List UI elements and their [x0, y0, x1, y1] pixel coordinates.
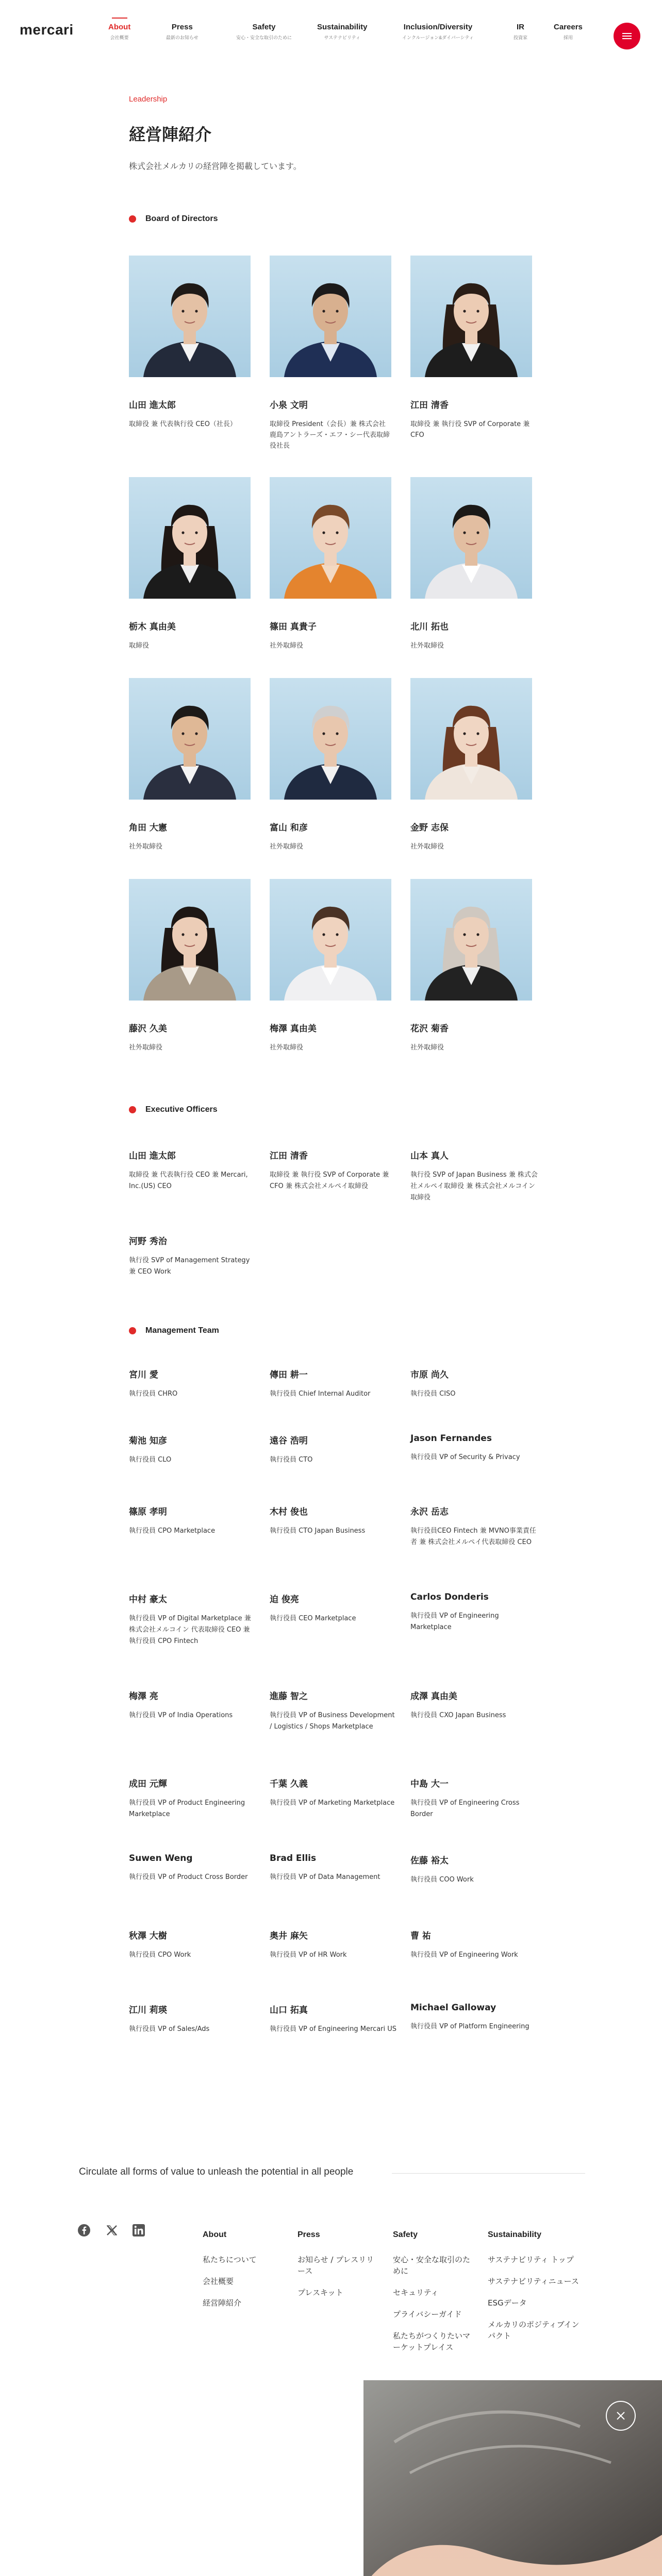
footer-link[interactable]: 安心・安全な取引のために [393, 2255, 471, 2276]
officer-role: 執行役員 CPO Work [129, 1951, 191, 1959]
officer-name: 木村 俊也 [270, 1507, 308, 1517]
member-photo [410, 678, 532, 800]
member-photo [270, 879, 391, 1001]
member-role: 取締役 兼 代表執行役 CEO（社長） [129, 420, 237, 428]
member-photo [410, 256, 532, 377]
member-role: 社外取締役 [270, 843, 304, 851]
member-photo [270, 477, 391, 599]
board-member-card[interactable] [129, 879, 251, 1053]
member-name: 江田 清香 [410, 400, 449, 411]
officer-role: 執行役員 VP of Business Development / Logistics / Shops Marketplace [270, 1711, 395, 1731]
footer-link[interactable]: プレスキット [297, 2288, 343, 2297]
facebook-icon[interactable] [77, 2224, 91, 2237]
management-entry [270, 1928, 399, 1961]
member-name: 角田 大憲 [129, 823, 167, 833]
management-entry [129, 1928, 258, 1961]
footer-col-press: Press お知らせ / プレスリリース プレスキット [297, 2230, 380, 2298]
officer-role: 執行役員 VP of Marketing Marketplace [270, 1799, 395, 1807]
mercari-logo[interactable]: mercari [20, 22, 74, 38]
nav-inclusion-diversity[interactable]: Inclusion/Diversity インクルージョン&ダイバーシティ [402, 23, 474, 40]
menu-button[interactable] [614, 23, 640, 49]
member-photo [270, 678, 391, 800]
officer-name: Carlos Donderis [410, 1592, 489, 1602]
member-role: 社外取締役 [410, 642, 444, 650]
officer-name: 迫 俊亮 [270, 1595, 299, 1605]
board-member-card[interactable] [270, 678, 391, 852]
officer-name: 成澤 真由美 [410, 1691, 457, 1702]
officer-role: 執行役員 CHRO [129, 1390, 178, 1398]
nav-ir[interactable]: IR 投資家 [514, 23, 528, 40]
member-role: 社外取締役 [410, 1044, 444, 1052]
site-header [0, 0, 662, 62]
officer-role: 執行役員 VP of Engineering Mercari US [270, 2025, 397, 2033]
nav-press[interactable]: Press 最新のお知らせ [166, 23, 198, 40]
member-name: 梅澤 真由美 [270, 1024, 317, 1034]
officer-name: 進藤 智之 [270, 1691, 308, 1702]
officer-role: 執行役 SVP of Japan Business 兼 株式会社メルペイ取締役 兼 株式会社メルコイン取締役 [410, 1171, 538, 1201]
management-section-title: Management Team [129, 1326, 219, 1335]
board-member-card[interactable] [410, 678, 532, 852]
management-entry [129, 1853, 258, 1883]
member-photo [270, 256, 391, 377]
officer-role: 執行役員 CTO Japan Business [270, 1527, 366, 1535]
member-role: 取締役 President（会長）兼 株式会社鹿島アントラーズ・エフ・シー代表取締役社長 [270, 420, 390, 450]
footer-col-about: About 私たちについて 会社概要 経営陣紹介 [203, 2230, 285, 2309]
management-entry [270, 1853, 399, 1883]
board-member-card[interactable] [270, 477, 391, 651]
officer-name: Jason Fernandes [410, 1433, 492, 1444]
close-overlay-button[interactable] [606, 2401, 636, 2431]
management-entry [129, 1433, 258, 1466]
officer-role: 執行役員 CPO Marketplace [129, 1527, 216, 1535]
section-dot-icon [129, 215, 136, 223]
member-photo [129, 477, 251, 599]
management-entry [129, 1592, 258, 1647]
footer-link[interactable]: 経営陣紹介 [203, 2298, 242, 2308]
footer-link[interactable]: セキュリティ [393, 2288, 439, 2297]
officer-role: 執行役員 VP of Data Management [270, 1873, 380, 1881]
member-name: 花沢 菊香 [410, 1024, 449, 1034]
member-photo [129, 879, 251, 1001]
management-entry [270, 1433, 399, 1466]
management-entry [410, 1592, 539, 1633]
member-name: 山田 進太郎 [129, 400, 176, 411]
officer-role: 取締役 兼 執行役 SVP of Corporate 兼 CFO 兼 株式会社メルペイ取締役 [270, 1171, 389, 1190]
member-name: 富山 和彦 [270, 823, 308, 833]
officer-role: 執行役員 VP of Security & Privacy [410, 1453, 520, 1461]
member-photo [129, 678, 251, 800]
page-title: 経営陣紹介 [129, 125, 212, 144]
board-member-card[interactable] [410, 256, 532, 440]
executive-entry [410, 1148, 539, 1204]
officer-role: 執行役員 VP of India Operations [129, 1711, 233, 1719]
footer-link[interactable]: サステナビリティ トップ [488, 2255, 574, 2264]
member-name: 栃木 真由美 [129, 622, 176, 632]
member-role: 取締役 [129, 642, 150, 650]
officer-name: 江川 莉瑛 [129, 2005, 167, 2015]
board-member-card[interactable] [129, 678, 251, 852]
x-icon[interactable] [105, 2224, 119, 2237]
officer-role: 執行役員 VP of Engineering Marketplace [410, 1612, 499, 1631]
officer-name: 曹 祐 [410, 1931, 431, 1941]
member-photo [410, 477, 532, 599]
management-entry [270, 1504, 399, 1537]
officer-role: 執行役員CEO Fintech 兼 MVNO事業責任者 兼 株式会社メルペイ代表取締役 CEO [410, 1527, 536, 1546]
footer-link[interactable]: ESGデータ [488, 2298, 527, 2308]
officer-name: 江田 清香 [270, 1151, 308, 1161]
hamburger-icon [622, 33, 632, 39]
board-member-card[interactable] [129, 256, 251, 430]
nav-careers[interactable]: Careers 採用 [554, 23, 583, 40]
officer-role: 執行役員 VP of Engineering Work [410, 1951, 518, 1959]
nav-about[interactable]: About 会社概要 [108, 23, 131, 40]
officer-name: 山本 真人 [410, 1151, 449, 1161]
management-entry [129, 2003, 258, 2035]
footer-link[interactable]: 会社概要 [203, 2277, 234, 2286]
officer-name: 菊池 知彦 [129, 1436, 167, 1446]
management-entry [129, 1689, 258, 1721]
board-member-card[interactable] [410, 879, 532, 1053]
management-entry [270, 2003, 399, 2035]
footer-link[interactable]: 私たちがつくりたいマーケットプレイス [393, 2331, 471, 2352]
member-name: 篠田 真貴子 [270, 622, 317, 632]
officer-role: 執行役員 VP of Sales/Ads [129, 2025, 210, 2033]
footer-divider [392, 2173, 585, 2174]
member-photo [129, 256, 251, 377]
management-entry [410, 1504, 539, 1548]
officer-role: 執行役員 Chief Internal Auditor [270, 1390, 371, 1398]
page-lead: 株式会社メルカリの経営陣を掲載しています。 [129, 161, 302, 171]
nav-safety[interactable]: Safety 安心・安全な取引のために [236, 23, 292, 40]
member-name: 藤沢 久美 [129, 1024, 167, 1034]
officer-name: 秋澤 大樹 [129, 1931, 167, 1941]
board-member-card[interactable] [410, 477, 532, 651]
officer-role: 執行役 SVP of Management Strategy 兼 CEO Work [129, 1257, 250, 1276]
officer-name: 山田 進太郎 [129, 1151, 176, 1161]
member-role: 社外取締役 [270, 1044, 304, 1052]
officer-role: 執行役員 VP of Product Cross Border [129, 1873, 248, 1881]
management-entry [410, 1689, 539, 1721]
management-entry [410, 1367, 539, 1400]
management-entry [410, 1776, 539, 1820]
officer-name: 中村 豪太 [129, 1595, 167, 1605]
footer-link[interactable]: お知らせ / プレスリリース [297, 2255, 374, 2276]
officer-name: Michael Galloway [410, 2003, 496, 2013]
board-member-card[interactable] [270, 879, 391, 1053]
member-name: 北川 拓也 [410, 622, 449, 632]
officer-name: Brad Ellis [270, 1853, 317, 1863]
section-dot-icon [129, 1327, 136, 1334]
board-member-card[interactable] [129, 477, 251, 651]
close-icon [616, 2411, 626, 2421]
management-entry [270, 1592, 399, 1624]
member-photo [410, 879, 532, 1001]
footer-link[interactable]: プライバシーガイド [393, 2310, 462, 2319]
board-section-title: Board of Directors [129, 214, 218, 224]
officer-name: 河野 秀治 [129, 1236, 167, 1247]
officer-name: 山口 拓真 [270, 2005, 308, 2015]
officer-role: 執行役員 VP of Engineering Cross Border [410, 1799, 520, 1818]
footer-link[interactable]: メルカリのポジティブインパクト [488, 2320, 580, 2341]
footer-col-safety: Safety 安心・安全な取引のために セキュリティ プライバシーガイド 私たちがつくりたいマーケットプレイス [393, 2230, 475, 2353]
management-entry [270, 1689, 399, 1733]
executive-entry [129, 1148, 258, 1192]
officer-name: 傳田 耕一 [270, 1370, 308, 1380]
officer-role: 執行役員 COO Work [410, 1876, 474, 1884]
officer-name: 宮川 愛 [129, 1370, 158, 1380]
officer-name: 梅澤 亮 [129, 1691, 158, 1702]
management-entry [410, 1433, 539, 1463]
member-role: 社外取締役 [129, 843, 163, 851]
management-entry [129, 1776, 258, 1820]
executive-entry [270, 1148, 399, 1192]
member-role: 取締役 兼 執行役 SVP of Corporate 兼 CFO [410, 420, 530, 439]
footer-link[interactable]: サステナビリティニュース [488, 2277, 579, 2286]
officer-name: 佐藤 裕太 [410, 1856, 449, 1866]
officer-name: 市原 尚久 [410, 1370, 449, 1380]
management-entry [410, 1853, 539, 1886]
footer-tagline: Circulate all forms of value to unleash the potential in all people [79, 2166, 354, 2177]
management-entry [410, 2003, 539, 2032]
officer-role: 執行役員 CLO [129, 1456, 172, 1464]
section-dot-icon [129, 1106, 136, 1113]
executives-section-title: Executive Officers [129, 1105, 218, 1114]
officer-role: 執行役員 VP of Platform Engineering [410, 2023, 529, 2030]
officer-role: 執行役員 VP of Digital Marketplace 兼 株式会社メルコイン 代表取締役 CEO 兼 執行役員 CPO Fintech [129, 1615, 251, 1645]
member-role: 社外取締役 [410, 843, 444, 851]
page-eyebrow: Leadership [129, 95, 168, 104]
management-entry [270, 1367, 399, 1400]
management-entry [270, 1776, 399, 1809]
linkedin-icon[interactable] [132, 2224, 145, 2237]
officer-name: 篠原 孝明 [129, 1507, 167, 1517]
management-entry [129, 1367, 258, 1400]
global-nav [108, 23, 583, 48]
member-role: 社外取締役 [270, 642, 304, 650]
officer-name: 永沢 岳志 [410, 1507, 449, 1517]
officer-name: Suwen Weng [129, 1853, 193, 1863]
officer-role: 取締役 兼 代表執行役 CEO 兼 Mercari, Inc.(US) CEO [129, 1171, 248, 1190]
board-member-card[interactable] [270, 256, 391, 451]
member-name: 金野 志保 [410, 823, 449, 833]
footer-link[interactable]: 私たちについて [203, 2255, 257, 2264]
officer-name: 中島 大一 [410, 1779, 449, 1789]
member-name: 小泉 文明 [270, 400, 308, 411]
officer-role: 執行役員 CTO [270, 1456, 313, 1464]
officer-role: 執行役員 CISO [410, 1390, 456, 1398]
management-entry [410, 1928, 539, 1961]
officer-role: 執行役員 CXO Japan Business [410, 1711, 506, 1719]
officer-name: 奥井 麻矢 [270, 1931, 308, 1941]
footer-col-sustainability: Sustainability サステナビリティ トップ サステナビリティニュース ESGデータ メルカリのポジティブインパクト [488, 2230, 581, 2342]
officer-role: 執行役員 VP of Product Engineering Marketplace [129, 1799, 245, 1818]
officer-role: 執行役員 VP of HR Work [270, 1951, 347, 1959]
officer-name: 遠谷 浩明 [270, 1436, 308, 1446]
executive-entry [129, 1234, 258, 1278]
nav-sustainability[interactable]: Sustainability サステナビリティ [317, 23, 368, 40]
officer-name: 成田 元輝 [129, 1779, 167, 1789]
officer-name: 千葉 久義 [270, 1779, 308, 1789]
officer-role: 執行役員 CEO Marketplace [270, 1615, 356, 1622]
management-entry [129, 1504, 258, 1537]
member-role: 社外取締役 [129, 1044, 163, 1052]
